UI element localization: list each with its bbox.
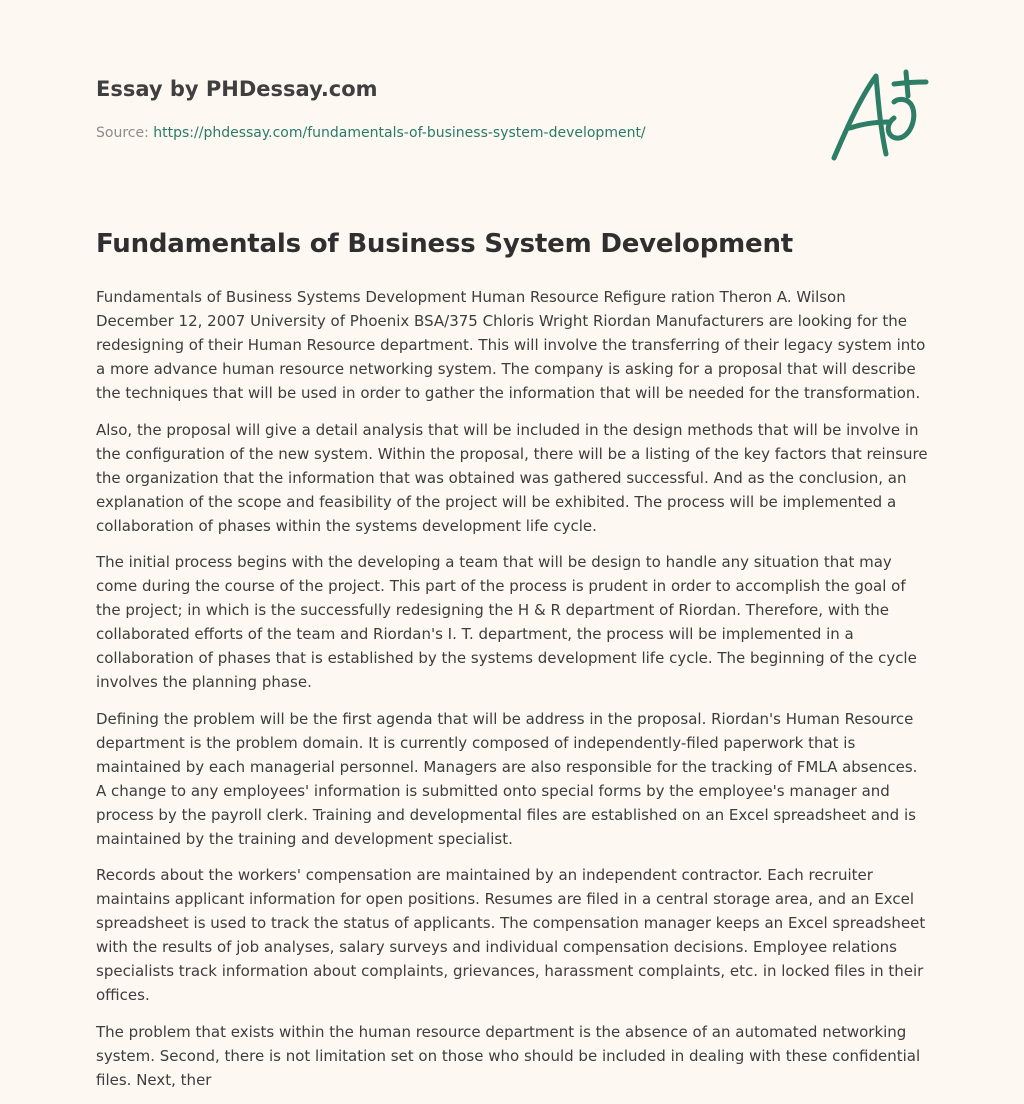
- paragraph: Also, the proposal will give a detail analysis that will be included in the design methods that will be involve in the configuration of the new system. Within the proposal, there will be a listing of the key factors that reinsure the organization that the information that was obtained was gathered successful. And as the conclusion, an explanation of the scope and feasibility of the project will be exhibited. The process will be implemented a collaboration of phases within the systems development life cycle.: [96, 420, 928, 535]
- source-link[interactable]: https://phdessay.com/fundamentals-of-business-system-development/: [153, 125, 646, 141]
- source-line: [96, 125, 646, 141]
- essay-title: Fundamentals of Business System Development: [96, 229, 793, 259]
- source-label: Source:: [96, 125, 154, 141]
- a-plus-grade-icon: [828, 68, 932, 164]
- paragraph: The problem that exists within the human resource department is the absence of an automated networking system. Second, there is not limitation set on those who should be included in dealing with these confidential files. Next, ther: [96, 1022, 921, 1089]
- essay-body: [96, 285, 928, 1104]
- page-header: [96, 0, 928, 200]
- paragraph: The initial process begins with the developing a team that will be design to handle any situation that may come during the course of the project. This part of the process is prudent in order to accomplish the goal of the project; in which is the successfully redesigning the H & R department of Riordan. Therefore, with the collaborated efforts of the team and Riordan's I. T. department, the process will be implemented in a collaboration of phases that is established by the systems development life cycle. The beginning of the cycle involves the planning phase.: [96, 553, 917, 691]
- paragraph: Defining the problem will be the first agenda that will be address in the proposal. Riordan's Human Resource department is the problem domain. It is currently composed of independently-filed paperwork that is maintained by each managerial personnel. Managers are also responsible for the tracking of FMLA absences. A change to any employees' information is submitted onto special forms by the employee's manager and process by the payroll clerk. Training and developmental files are established on an Excel spreadsheet and is maintained by the training and development specialist.: [96, 709, 918, 848]
- paragraph: Fundamentals of Business Systems Development Human Resource Refigure ration Theron A. Wilson December 12, 2007 University of Phoenix BSA/375 Chloris Wright Riordan Manufacturers are looking for the redesigning of their Human Resource department. This will involve the transferring of their legacy system into a more advance human resource networking system. The company is asking for a proposal that will describe the techniques that will be used in order to gather the information that will be needed for the transformation.: [96, 288, 926, 402]
- paragraph: Records about the workers' compensation are maintained by an independent contractor. Each recruiter maintains applicant information for open positions. Resumes are filed in a central storage area, and an Excel spreadsheet is used to track the status of applicants. The compensation manager keeps an Excel spreadsheet with the results of job analyses, salary surveys and individual compensation decisions. Employee relations specialists track information about complaints, grievances, harassment complaints, etc. in locked files in their offices.: [96, 866, 926, 1004]
- site-brand: Essay by PHDessay.com: [96, 77, 378, 101]
